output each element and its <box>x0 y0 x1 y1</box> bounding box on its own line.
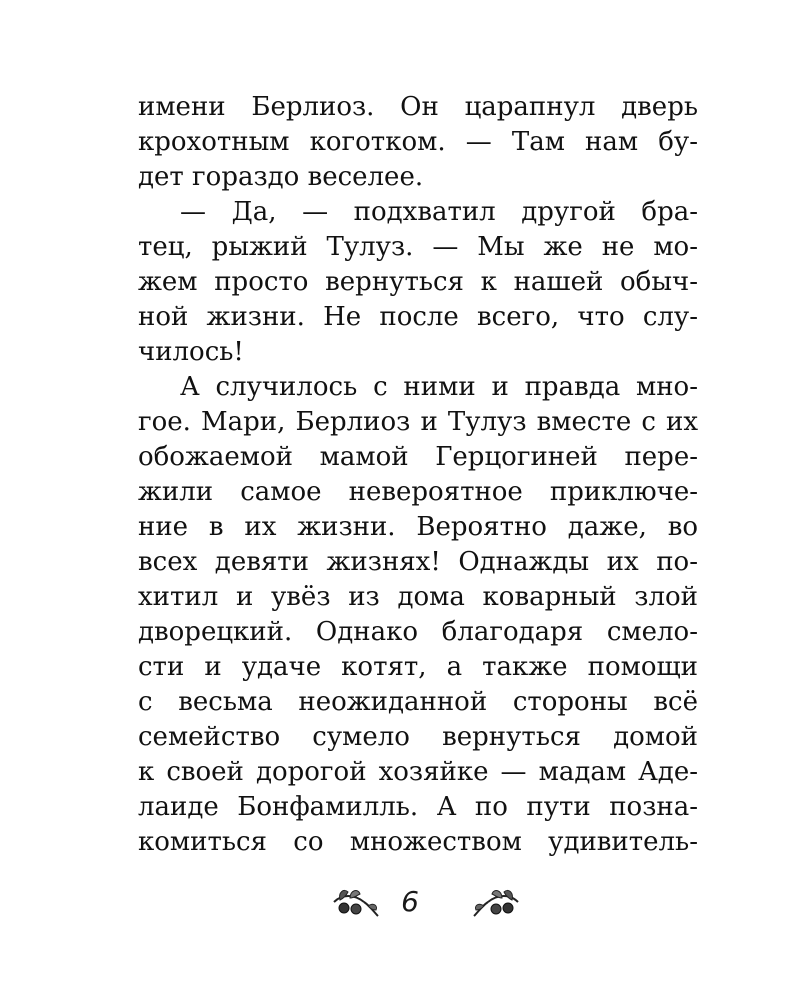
text-line: — Да, — подхватил другой бра- <box>180 197 698 227</box>
text-line: гое. Мари, Берлиоз и Тулуз вместе с их <box>138 407 698 437</box>
text-line: крохотным коготком. — Там нам бу- <box>138 127 698 157</box>
text-line: всех девяти жизнях! Однажды их по- <box>138 547 698 577</box>
text-line: жили самое невероятное приключе- <box>138 477 698 507</box>
text-line: тец, рыжий Тулуз. — Мы же не мо- <box>138 232 698 262</box>
text-line: ние в их жизни. Вероятно даже, во <box>138 512 698 542</box>
text-line: обожаемой мамой Герцогиней пере- <box>138 442 698 472</box>
text-line: с весьма неожиданной стороны всё <box>138 687 698 717</box>
body-text <box>138 90 698 860</box>
page-number: 6 <box>401 885 419 918</box>
text-line: ной жизни. Не после всего, что слу- <box>138 302 698 332</box>
text-line: комиться со множеством удивитель- <box>138 827 698 857</box>
text-line: семейство сумело вернуться домой <box>138 722 698 752</box>
text-line: имени Берлиоз. Он царапнул дверь <box>138 92 698 122</box>
text-line: к своей дорогой хозяйке — мадам Аде- <box>138 757 698 787</box>
leaf-berry-ornament-icon <box>470 884 522 920</box>
page-footer <box>0 880 800 930</box>
text-line: дет гораздо веселее. <box>138 162 424 192</box>
text-line: чилось! <box>138 337 244 367</box>
text-line: дворецкий. Однако благодаря смело- <box>138 617 698 647</box>
text-line: лаиде Бонфамилль. А по пути позна- <box>138 792 698 822</box>
leaf-berry-ornament-icon <box>330 884 382 920</box>
text-line: хитил и увёз из дома коварный злой <box>138 582 698 612</box>
text-line: сти и удаче котят, а также помощи <box>138 652 698 682</box>
text-line: жем просто вернуться к нашей обыч- <box>138 267 698 297</box>
text-line: А случилось с ними и правда мно- <box>180 372 698 402</box>
